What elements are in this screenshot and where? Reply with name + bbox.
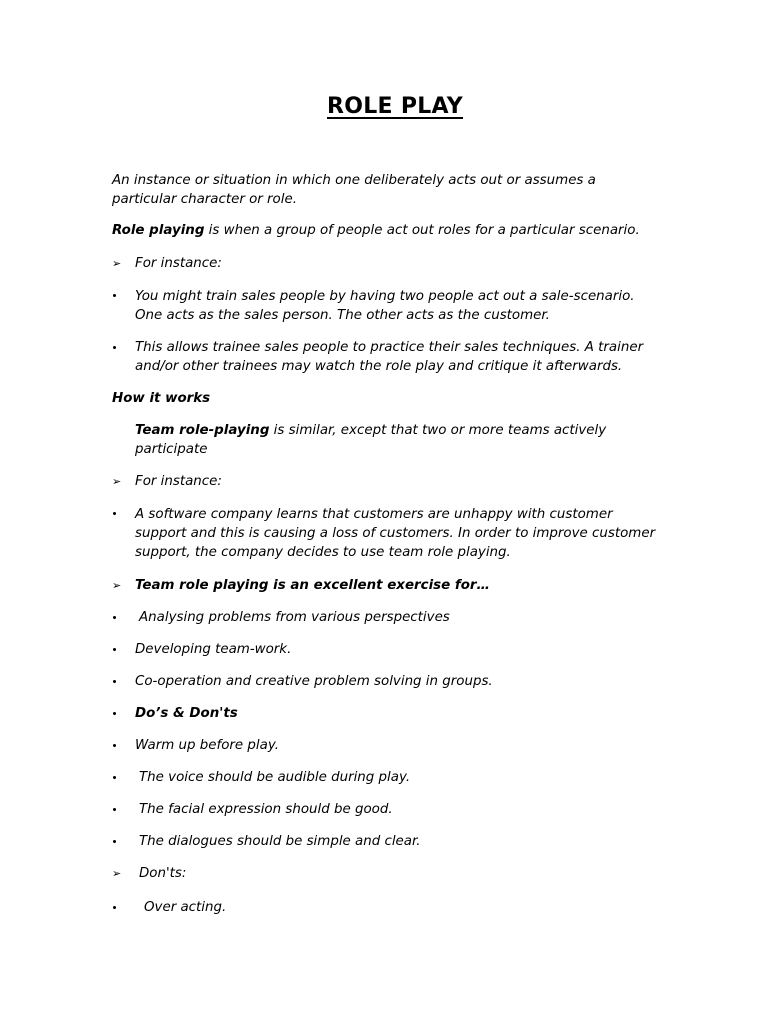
intro-line-1: An instance or situation in which one deliberately acts out or assumes a [112, 173, 596, 188]
bullet-icon [113, 616, 116, 619]
bullet-text: You might train sales people by having two people act out a sale-scenario. [135, 289, 635, 304]
bullet-icon [113, 648, 116, 651]
how-it-works-heading: How it works [112, 391, 211, 406]
bullet-text: One acts as the sales person. The other acts as the customer. [135, 308, 550, 323]
dos-donts-heading: Do’s & Don'ts [135, 706, 238, 721]
dos-item: Warm up before play. [135, 738, 279, 753]
for-instance-label: For instance: [135, 474, 222, 489]
exercise-item: Co-operation and creative problem solving in groups. [135, 674, 493, 689]
arrow-bullet-icon: ➢ [112, 579, 122, 592]
bullet-text: support and this is causing a loss of customers. In order to improve customer [135, 526, 656, 541]
team-role-definition [135, 421, 606, 440]
bullet-icon [113, 776, 116, 779]
for-instance-label: For instance: [135, 256, 222, 271]
role-playing-definition [112, 221, 640, 240]
donts-heading: Don'ts: [139, 866, 187, 881]
bullet-text: support, the company decides to use team role playing. [135, 545, 511, 560]
dos-item: The voice should be audible during play. [139, 770, 411, 785]
exercise-item: Analysing problems from various perspectives [139, 610, 450, 625]
arrow-bullet-icon: ➢ [112, 867, 122, 880]
bullet-icon [113, 840, 116, 843]
arrow-bullet-icon: ➢ [112, 475, 122, 488]
role-playing-term: Role playing [112, 223, 205, 238]
excellent-exercise-heading: Team role playing is an excellent exercise for… [135, 578, 490, 593]
bullet-icon [113, 512, 116, 515]
role-playing-text: is when a group of people act out roles for a particular scenario. [204, 223, 640, 238]
bullet-icon [113, 808, 116, 811]
intro-line-2: particular character or role. [112, 192, 297, 207]
team-role-line-2: participate [135, 442, 208, 457]
donts-item: Over acting. [144, 900, 227, 915]
bullet-icon [113, 906, 116, 909]
bullet-icon [113, 744, 116, 747]
exercise-item: Developing team-work. [135, 642, 292, 657]
team-role-text: is similar, except that two or more teams actively [269, 423, 607, 438]
bullet-text: A software company learns that customers are unhappy with customer [135, 507, 613, 522]
team-role-term: Team role-playing [135, 423, 270, 438]
bullet-icon [113, 680, 116, 683]
page-title: ROLE PLAY [326, 94, 464, 119]
dos-item: The facial expression should be good. [139, 802, 393, 817]
arrow-bullet-icon: ➢ [112, 257, 122, 270]
bullet-text: and/or other trainees may watch the role play and critique it afterwards. [135, 359, 623, 374]
bullet-icon [113, 712, 116, 715]
bullet-text: This allows trainee sales people to practice their sales techniques. A trainer [135, 340, 644, 355]
bullet-icon [113, 346, 116, 349]
bullet-icon [113, 294, 116, 297]
dos-item: The dialogues should be simple and clear. [139, 834, 421, 849]
